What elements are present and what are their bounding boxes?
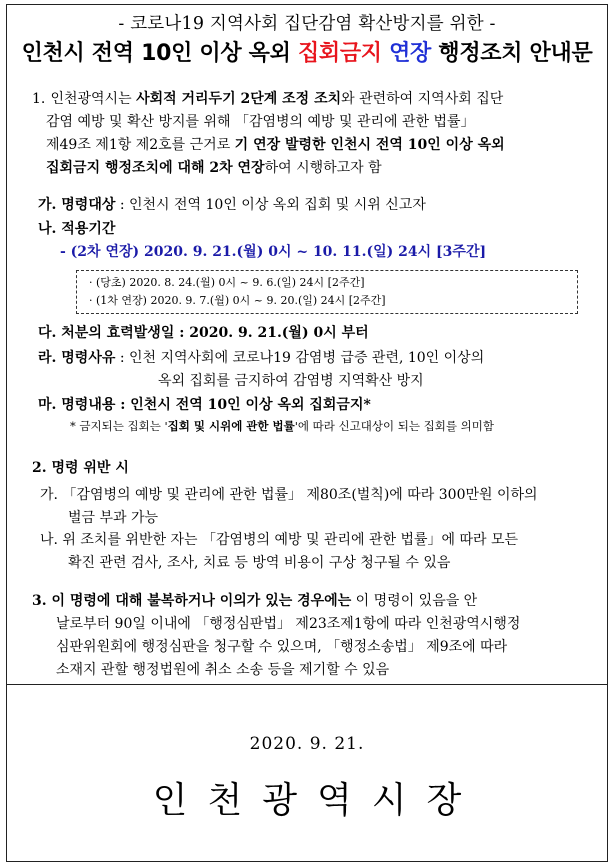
note-law-name: 집회 및 시위에 관한 법률 <box>167 419 295 433</box>
item-target-label: 가. 명령대상 <box>38 197 116 213</box>
s1-text: 제49조 제1항 제2호를 근거로 <box>46 137 235 153</box>
s1-bold: 기 연장 발령한 인천시 전역 10인 이상 옥외 <box>234 137 505 153</box>
title-highlight-ban: 집회금지 <box>297 41 382 66</box>
notice-title <box>0 36 614 67</box>
item-effective-date <box>38 322 369 344</box>
section-3-line-4: 소재지 관할 행정법원에 취소 소송 등을 제기할 수 있음 <box>56 662 390 678</box>
section-3-line-2: 날로부터 90일 이내에 「행정심판법」 제23조제1항에 따라 인천광역시행정 <box>56 616 521 632</box>
item-reason <box>38 347 594 369</box>
s1-bold: 사회적 거리두기 2단계 조정 조치 <box>136 91 342 107</box>
section-3 <box>32 590 592 612</box>
footer-divider <box>6 684 608 685</box>
content-footnote <box>70 418 494 434</box>
section-2-title: 2. 명령 위반 시 <box>32 460 129 476</box>
section-1-line-3 <box>32 134 592 157</box>
title-text-1: 인천시 전역 10인 이상 옥외 <box>21 41 298 66</box>
section-2-item-a: 가. 「감염병의 예방 및 관리에 관한 법률」 제80조(벌칙)에 따라 300만원 이하의 <box>40 487 538 503</box>
note-text: * 금지되는 집회는 ' <box>70 419 168 433</box>
reason-label: 라. 명령사유 <box>38 350 116 366</box>
item-content <box>38 394 371 416</box>
section-3-text: 이 명령이 있음을 안 <box>351 593 478 609</box>
s1-bold: 집회금지 행정조치에 대해 2차 연장 <box>46 160 265 176</box>
section-2-item-b-line-2: 확진 관련 검사, 조사, 치료 등 방역 비용이 구상 청구될 수 있음 <box>68 555 451 571</box>
section-1-line-4 <box>32 157 592 180</box>
section-2-item-b: 나. 위 조치를 위반한 자는 「감염병의 예방 및 관리에 관한 법률」에 따라 모든 <box>40 532 519 548</box>
item-period-value: - (2차 연장) 2020. 9. 21.(월) 0시 ~ 10. 11.(일) 24시 [3주간] <box>60 244 487 260</box>
previous-period-original: · (당초) 2020. 8. 24.(월) 0시 ~ 9. 6.(일) 24시 [2주간] <box>89 276 365 289</box>
item-reason-line-2: 옥외 집회를 금지하여 감염병 지역확산 방지 <box>158 373 424 389</box>
notice-subtitle: - 코로나19 지역사회 집단감염 확산방지를 위한 - <box>118 14 496 34</box>
section-2-item-a-line-2: 벌금 부과 가능 <box>68 510 159 526</box>
section-2-heading <box>32 457 129 479</box>
s1-text: 와 관련하여 지역사회 집단 <box>341 91 504 107</box>
section-3-bold: 3. 이 명령에 대해 불복하거나 이의가 있는 경우에는 <box>32 593 352 609</box>
content-text: 마. 명령내용 : 인천시 전역 10인 이상 옥외 집회금지* <box>38 397 371 413</box>
period-label: 나. 적용기간 <box>38 221 116 237</box>
s1-text: 하여 시행하고자 함 <box>264 160 382 176</box>
reason-text: : 인천 지역사회에 코로나19 감염병 급증 관련, 10인 이상의 <box>115 350 485 366</box>
section-3-line-3: 심판위원회에 행정심판을 청구할 수 있으며, 「행정소송법」 제9조에 따라 <box>56 639 508 655</box>
item-period-label <box>38 218 115 240</box>
s1-text: 인천광역시는 <box>50 91 137 107</box>
section-1-line-1 <box>32 88 592 111</box>
effective-date-text: 다. 처분의 효력발생일 : 2020. 9. 21.(월) 0시 부터 <box>38 325 369 341</box>
previous-period-first-extension: · (1차 연장) 2020. 9. 7.(월) 0시 ~ 9. 20.(일) 24시 [2주간] <box>89 294 386 307</box>
item-target-text: : 인천시 전역 10인 이상 옥외 집회 및 시위 신고자 <box>115 197 426 213</box>
section-1-number: 1. <box>32 91 46 107</box>
section-1 <box>32 88 592 180</box>
title-highlight-extension: 연장 <box>389 41 432 66</box>
item-target <box>38 194 426 216</box>
title-space <box>382 41 389 66</box>
section-1-line-2: 감염 예방 및 확산 방지를 위해 「감염병의 예방 및 관리에 관한 법률」 <box>46 114 475 130</box>
note-text: '에 따라 신고대상이 되는 집회를 의미함 <box>294 419 494 433</box>
previous-periods-box <box>76 270 578 314</box>
title-text-2: 행정조치 안내문 <box>431 41 593 66</box>
issue-date: 2020. 9. 21. <box>249 734 365 754</box>
issuer-name: 인천광역시장 <box>152 780 482 821</box>
